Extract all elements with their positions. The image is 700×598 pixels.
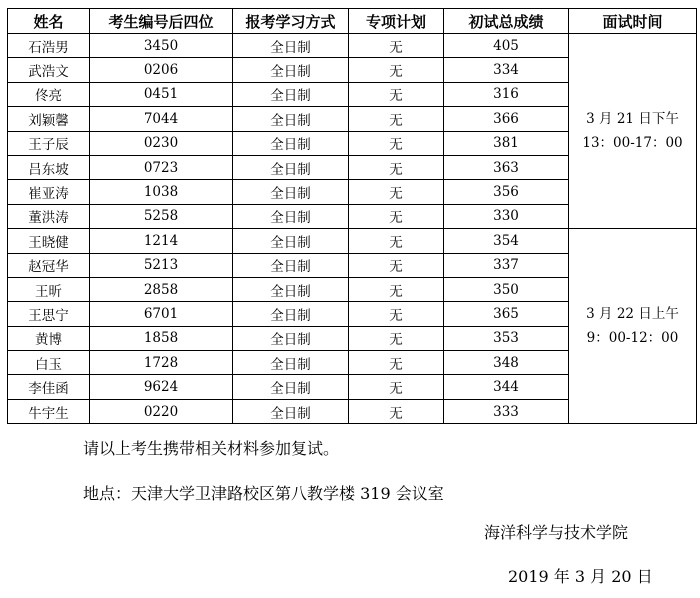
cell-study-mode: 全日制 <box>233 253 349 277</box>
cell-name: 崔亚涛 <box>8 180 90 204</box>
cell-name: 吕东坡 <box>8 155 90 179</box>
cell-name: 佟亮 <box>8 82 90 106</box>
cell-candidate-id: 5213 <box>90 253 233 277</box>
cell-name: 王晓健 <box>8 229 90 253</box>
cell-name: 李佳函 <box>8 375 90 399</box>
cell-study-mode: 全日制 <box>233 155 349 179</box>
cell-study-mode: 全日制 <box>233 326 349 350</box>
cell-candidate-id: 0723 <box>90 155 233 179</box>
header-study-mode: 报考学习方式 <box>233 9 349 34</box>
cell-special-plan: 无 <box>349 204 444 228</box>
cell-candidate-id: 0206 <box>90 58 233 82</box>
cell-name: 白玉 <box>8 351 90 375</box>
cell-candidate-id: 5258 <box>90 204 233 228</box>
cell-special-plan: 无 <box>349 155 444 179</box>
table-row <box>8 229 697 253</box>
cell-initial-score: 405 <box>444 34 569 58</box>
cell-name: 王子辰 <box>8 131 90 155</box>
table-body <box>8 34 697 424</box>
cell-candidate-id: 9624 <box>90 375 233 399</box>
header-candidate-id: 考生编号后四位 <box>90 9 233 34</box>
cell-candidate-id: 0451 <box>90 82 233 106</box>
cell-candidate-id: 1858 <box>90 326 233 350</box>
organization-signature: 海洋科学与技术学院 <box>484 523 629 542</box>
cell-special-plan: 无 <box>349 253 444 277</box>
cell-initial-score: 330 <box>444 204 569 228</box>
table-header-row <box>8 9 697 34</box>
cell-special-plan: 无 <box>349 302 444 326</box>
cell-special-plan: 无 <box>349 326 444 350</box>
cell-study-mode: 全日制 <box>233 82 349 106</box>
table-row <box>8 34 697 58</box>
cell-candidate-id: 1728 <box>90 351 233 375</box>
cell-initial-score: 348 <box>444 351 569 375</box>
cell-name: 刘颖馨 <box>8 107 90 131</box>
cell-candidate-id: 0230 <box>90 131 233 155</box>
cell-study-mode: 全日制 <box>233 277 349 301</box>
cell-interview-time <box>569 34 697 229</box>
cell-study-mode: 全日制 <box>233 107 349 131</box>
interview-hours: 9：00-12：00 <box>586 330 679 347</box>
header-initial-score: 初试总成绩 <box>444 9 569 34</box>
cell-special-plan: 无 <box>349 131 444 155</box>
cell-study-mode: 全日制 <box>233 131 349 155</box>
cell-name: 黄博 <box>8 326 90 350</box>
interview-hours: 13：00-17：00 <box>582 135 683 152</box>
cell-candidate-id: 3450 <box>90 34 233 58</box>
cell-name: 董洪涛 <box>8 204 90 228</box>
interview-date: 3 月 21 日下午 <box>586 111 679 128</box>
cell-special-plan: 无 <box>349 107 444 131</box>
cell-initial-score: 334 <box>444 58 569 82</box>
cell-candidate-id: 2858 <box>90 277 233 301</box>
cell-name: 王昕 <box>8 277 90 301</box>
cell-candidate-id: 0220 <box>90 399 233 423</box>
cell-special-plan: 无 <box>349 375 444 399</box>
cell-interview-time <box>569 229 697 424</box>
cell-name: 石浩男 <box>8 34 90 58</box>
cell-initial-score: 363 <box>444 155 569 179</box>
cell-special-plan: 无 <box>349 351 444 375</box>
cell-initial-score: 350 <box>444 277 569 301</box>
cell-name: 赵冠华 <box>8 253 90 277</box>
cell-initial-score: 316 <box>444 82 569 106</box>
cell-initial-score: 365 <box>444 302 569 326</box>
cell-special-plan: 无 <box>349 58 444 82</box>
cell-study-mode: 全日制 <box>233 399 349 423</box>
issue-date: 2019 年 3 月 20 日 <box>508 567 653 586</box>
header-special-plan: 专项计划 <box>349 9 444 34</box>
header-interview-time: 面试时间 <box>569 9 697 34</box>
cell-study-mode: 全日制 <box>233 302 349 326</box>
cell-candidate-id: 1214 <box>90 229 233 253</box>
cell-initial-score: 333 <box>444 399 569 423</box>
location-text: 地点：天津大学卫津路校区第八教学楼 319 会议室 <box>83 484 444 503</box>
cell-name: 王思宁 <box>8 302 90 326</box>
header-name: 姓名 <box>8 9 90 34</box>
cell-special-plan: 无 <box>349 34 444 58</box>
cell-study-mode: 全日制 <box>233 375 349 399</box>
cell-special-plan: 无 <box>349 399 444 423</box>
cell-initial-score: 366 <box>444 107 569 131</box>
cell-special-plan: 无 <box>349 229 444 253</box>
cell-candidate-id: 6701 <box>90 302 233 326</box>
cell-name: 武浩文 <box>8 58 90 82</box>
cell-initial-score: 381 <box>444 131 569 155</box>
cell-initial-score: 356 <box>444 180 569 204</box>
cell-special-plan: 无 <box>349 277 444 301</box>
interview-date: 3 月 22 日上午 <box>586 306 679 323</box>
cell-study-mode: 全日制 <box>233 229 349 253</box>
cell-study-mode: 全日制 <box>233 34 349 58</box>
cell-initial-score: 353 <box>444 326 569 350</box>
cell-initial-score: 344 <box>444 375 569 399</box>
cell-candidate-id: 7044 <box>90 107 233 131</box>
cell-study-mode: 全日制 <box>233 58 349 82</box>
cell-name: 牛宇生 <box>8 399 90 423</box>
interview-schedule-table <box>7 8 697 424</box>
cell-special-plan: 无 <box>349 82 444 106</box>
cell-study-mode: 全日制 <box>233 351 349 375</box>
cell-special-plan: 无 <box>349 180 444 204</box>
cell-candidate-id: 1038 <box>90 180 233 204</box>
cell-study-mode: 全日制 <box>233 180 349 204</box>
cell-study-mode: 全日制 <box>233 204 349 228</box>
cell-initial-score: 354 <box>444 229 569 253</box>
cell-initial-score: 337 <box>444 253 569 277</box>
notice-text: 请以上考生携带相关材料参加复试。 <box>83 439 340 458</box>
